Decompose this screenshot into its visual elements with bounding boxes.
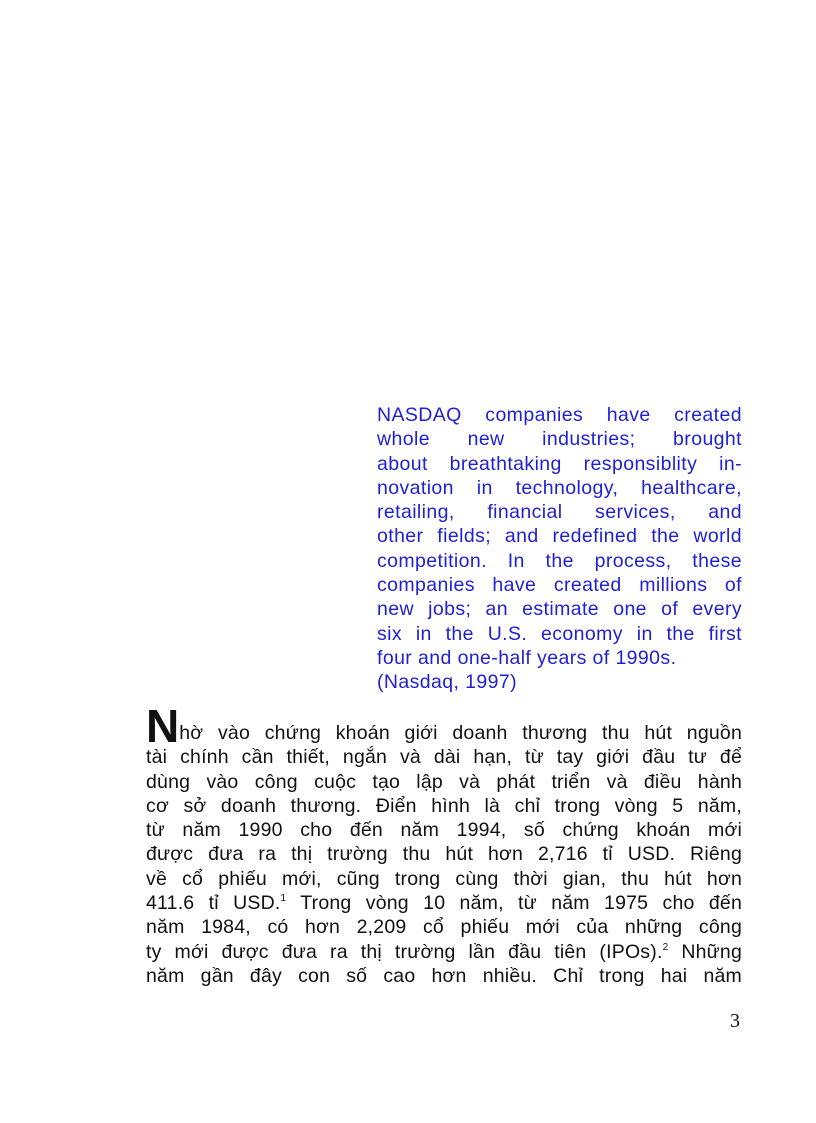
quote-line: about breathtaking responsiblity in- <box>377 452 742 475</box>
drop-cap: N <box>146 700 180 752</box>
quote-line: four and one-half years of 1990s. <box>377 646 677 669</box>
body-line: năm 1984, có hơn 2,209 cổ phiếu mới của những công <box>146 916 742 939</box>
footnote-marker-2[interactable]: 2 <box>662 941 669 953</box>
page-number: 3 <box>730 1010 740 1032</box>
body-line: cơ sở doanh thương. Điển hình là chỉ trong vòng 5 năm, <box>146 794 742 817</box>
quote-line: competition. In the process, these <box>377 549 742 572</box>
body-line-8 <box>146 891 742 915</box>
first-line-text: hờ vào chứng khoán giới doanh thương thu hút nguồn <box>179 722 742 744</box>
quote-line: novation in technology, healthcare, <box>377 476 742 499</box>
quote-line: NASDAQ companies have created <box>377 404 742 426</box>
body-text-segment: Những <box>668 940 742 963</box>
body-text-segment: 411.6 tỉ USD. <box>146 892 281 915</box>
footnote-marker-1[interactable]: 1 <box>280 893 287 905</box>
body-line-1 <box>146 700 742 752</box>
quote-line: six in the U.S. economy in the first <box>377 622 742 645</box>
quote-line: other fields; and redefined the world <box>377 525 742 548</box>
body-text-segment: ty mới được đưa ra thị trường lần đầu tiên (IPOs). <box>146 940 663 963</box>
quote-line: whole new industries; brought <box>377 428 742 451</box>
quote-citation: (Nasdaq, 1997) <box>377 671 518 694</box>
body-text-segment: Trong vòng 10 năm, từ năm 1975 cho đến <box>286 892 743 915</box>
body-line: về cổ phiếu mới, cũng trong cùng thời gian, thu hút hơn <box>146 867 742 890</box>
body-line-10 <box>146 940 742 964</box>
body-line: được đưa ra thị trường thu hút hơn 2,716 tỉ USD. Riêng <box>146 843 742 866</box>
body-line: từ năm 1990 cho đến năm 1994, số chứng khoán mới <box>146 819 742 842</box>
body-paragraph <box>146 700 743 988</box>
body-line: năm gần đây con số cao hơn nhiều. Chỉ trong hai năm <box>146 964 742 987</box>
quote-line: companies have created millions of <box>377 574 742 597</box>
body-line: dùng vào công cuộc tạo lập và phát triển và điều hành <box>146 770 742 793</box>
quote-line: new jobs; an estimate one of every <box>377 598 742 621</box>
body-line: tài chính cần thiết, ngắn và dài hạn, từ tay giới đầu tư để <box>146 746 742 769</box>
epigraph-quote <box>377 403 742 695</box>
quote-line: retailing, financial services, and <box>377 501 742 524</box>
